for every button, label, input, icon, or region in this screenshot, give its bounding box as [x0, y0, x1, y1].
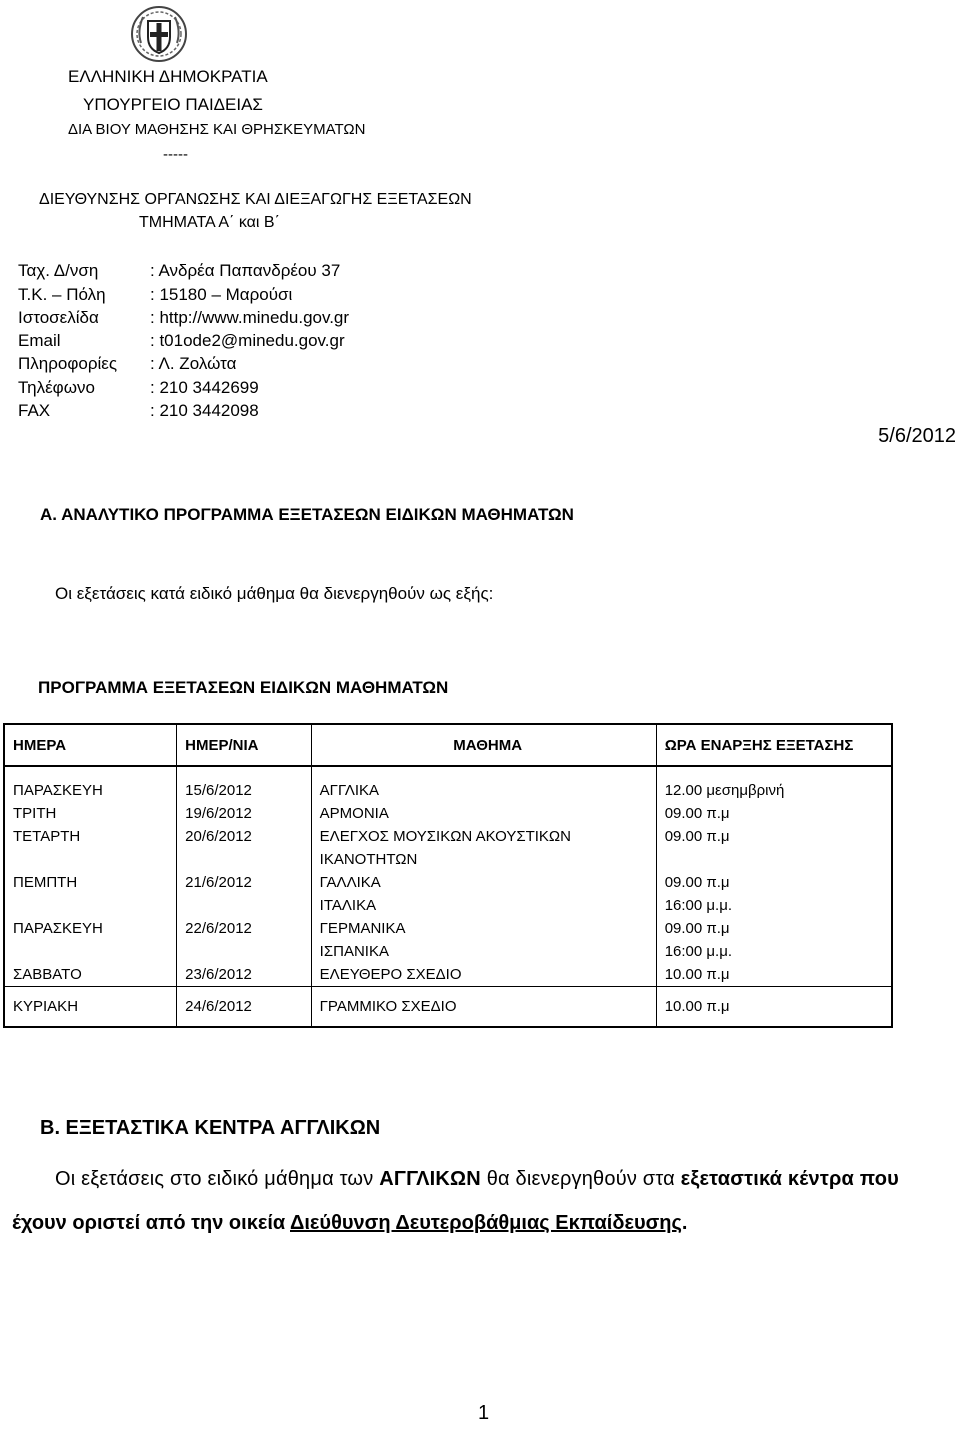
- contact-label: Τηλέφωνο: [18, 378, 95, 397]
- subject-line: ΓΡΑΜΜΙΚΟ ΣΧΕΔΙΟ: [319, 998, 457, 1015]
- section-a-intro: Οι εξετάσεις κατά ειδικό μάθημα θα διενεργηθούν ως εξής:: [55, 584, 494, 603]
- table-header-row: [4, 724, 892, 766]
- subject-cell: [311, 963, 656, 987]
- time-cell: [656, 987, 892, 1028]
- date-cell: 22/6/2012: [177, 917, 312, 963]
- contact-label: Email: [18, 331, 61, 350]
- date-cell: 20/6/2012: [177, 825, 312, 871]
- time-line: 09.00 π.μ: [664, 805, 730, 822]
- contact-value: : 210 3442699: [150, 378, 259, 397]
- time-cell: [656, 871, 892, 917]
- subject-line: ΑΓΓΛΙΚΑ: [319, 782, 380, 799]
- paragraph-bold-text: έχουν οριστεί από την οικεία: [12, 1212, 290, 1234]
- day-cell: ΚΥΡΙΑΚΗ: [4, 987, 177, 1028]
- date-cell: 15/6/2012: [177, 766, 312, 802]
- republic-title: ΕΛΛΗΝΙΚΗ ΔΗΜΟΚΡΑΤΙΑ: [68, 67, 268, 86]
- header-separator: -----: [163, 146, 188, 163]
- day-cell: ΠΕΜΠΤΗ: [4, 871, 177, 917]
- table-row: [4, 766, 892, 802]
- time-line: 09.00 π.μ: [664, 920, 730, 937]
- contact-value: : Λ. Ζολώτα: [150, 354, 237, 373]
- subject-line: ΑΡΜΟΝΙΑ: [319, 805, 389, 822]
- email-link[interactable]: : t01ode2@minedu.gov.gr: [150, 331, 345, 350]
- contact-label: Ταχ. Δ/νση: [18, 261, 99, 280]
- subject-line: ΕΛΕΓΧΟΣ ΜΟΥΣΙΚΩΝ ΑΚΟΥΣΤΙΚΩΝ: [319, 828, 571, 845]
- section-b-title: Β. ΕΞΕΤΑΣΤΙΚΑ ΚΕΝΤΡΑ ΑΓΓΛΙΚΩΝ: [40, 1117, 381, 1139]
- day-cell: ΤΡΙΤΗ: [4, 802, 177, 825]
- table-row: [4, 825, 892, 871]
- day-cell: ΣΑΒΒΑΤΟ: [4, 963, 177, 987]
- table-row: [4, 987, 892, 1028]
- directorate-title: ΔΙΕΥΘΥΝΣΗΣ ΟΡΓΑΝΩΣΗΣ ΚΑΙ ΔΙΕΞΑΓΩΓΗΣ ΕΞΕΤΑΣΕΩΝ: [39, 191, 472, 208]
- page-number: 1: [478, 1402, 490, 1424]
- subject-cell: [311, 987, 656, 1028]
- subject-cell: [311, 871, 656, 917]
- day-cell: ΤΕΤΑΡΤΗ: [4, 825, 177, 871]
- program-title: ΠΡΟΓΡΑΜΜΑ ΕΞΕΤΑΣΕΩΝ ΕΙΔΙΚΩΝ ΜΑΘΗΜΑΤΩΝ: [38, 678, 449, 697]
- section-b-paragraph: [12, 1157, 960, 1245]
- paragraph-period: .: [681, 1212, 688, 1234]
- paragraph-bold-text: εξεταστικά κέντρα που: [680, 1168, 899, 1190]
- subject-line: ΙΚΑΝΟΤΗΤΩΝ: [319, 851, 418, 868]
- date-cell: 24/6/2012: [177, 987, 312, 1028]
- day-cell: ΠΑΡΑΣΚΕΥΗ: [4, 917, 177, 963]
- time-cell: [656, 825, 892, 871]
- document-date: 5/6/2012: [878, 425, 956, 447]
- subject-cell: [311, 802, 656, 825]
- table-row: [4, 963, 892, 987]
- paragraph-underlined-directorate: Διεύθυνση Δευτεροβάθμιας Εκπαίδευσης: [290, 1212, 682, 1234]
- time-line: 16:00 μ.μ.: [664, 897, 733, 914]
- departments-title: ΤΜΗΜΑΤΑ Α΄ και Β΄: [139, 214, 280, 231]
- time-cell: [656, 917, 892, 963]
- paragraph-text: θα διενεργηθούν στα: [480, 1168, 681, 1190]
- exam-schedule-table: [3, 723, 893, 1028]
- date-cell: 19/6/2012: [177, 802, 312, 825]
- paragraph-text: Οι εξετάσεις στο ειδικό μάθημα των: [55, 1168, 380, 1190]
- date-cell: 21/6/2012: [177, 871, 312, 917]
- table-row: [4, 802, 892, 825]
- time-cell: [656, 963, 892, 987]
- section-a-title: Α. ΑΝΑΛΥΤΙΚΟ ΠΡΟΓΡΑΜΜΑ ΕΞΕΤΑΣΕΩΝ ΕΙΔΙΚΩΝ ΜΑΘΗΜΑΤΩΝ: [40, 505, 574, 524]
- subject-line: ΓΕΡΜΑΝΙΚΑ: [319, 920, 406, 937]
- subject-cell: [311, 917, 656, 963]
- column-header-day: ΗΜΕΡΑ: [4, 724, 177, 766]
- contact-value: : Ανδρέα Παπανδρέου 37: [150, 261, 341, 280]
- greek-coat-of-arms-emblem: [129, 3, 189, 63]
- time-line: 10.00 π.μ: [664, 966, 730, 983]
- time-line: 12.00 μεσημβρινή: [664, 782, 785, 799]
- date-cell: 23/6/2012: [177, 963, 312, 987]
- contact-label: FAX: [18, 401, 51, 420]
- column-header-subject: ΜΑΘΗΜΑ: [311, 724, 656, 766]
- day-cell: ΠΑΡΑΣΚΕΥΗ: [4, 766, 177, 802]
- ministry-title: ΥΠΟΥΡΓΕΙΟ ΠΑΙΔΕΙΑΣ: [83, 95, 263, 114]
- time-line: 09.00 π.μ: [664, 874, 730, 891]
- subject-line: ΓΑΛΛΙΚΑ: [319, 874, 381, 891]
- column-header-date: ΗΜΕΡ/ΝΙΑ: [177, 724, 312, 766]
- subject-line: ΙΣΠΑΝΙΚΑ: [319, 943, 389, 960]
- paragraph-bold-subject: ΑΓΓΛΙΚΩΝ: [379, 1168, 481, 1190]
- contact-label: Τ.Κ. – Πόλη: [18, 285, 106, 304]
- website-link[interactable]: : http://www.minedu.gov.gr: [150, 308, 350, 327]
- contact-value: : 15180 – Μαρούσι: [150, 285, 293, 304]
- contact-value: : 210 3442098: [150, 401, 259, 420]
- ministry-subtitle: ΔΙΑ ΒΙΟΥ ΜΑΘΗΣΗΣ ΚΑΙ ΘΡΗΣΚΕΥΜΑΤΩΝ: [68, 121, 366, 138]
- paragraph-line: [12, 1201, 960, 1245]
- time-line: 10.00 π.μ: [664, 998, 730, 1015]
- contact-label: Πληροφορίες: [18, 354, 118, 373]
- time-cell: [656, 766, 892, 802]
- paragraph-line: [12, 1157, 960, 1201]
- contact-label: Ιστοσελίδα: [18, 308, 99, 327]
- subject-line: ΕΛΕΥΘΕΡΟ ΣΧΕΔΙΟ: [319, 966, 462, 983]
- subject-cell: [311, 766, 656, 802]
- column-header-start-time: ΩΡΑ ΕΝΑΡΞΗΣ ΕΞΕΤΑΣΗΣ: [656, 724, 892, 766]
- table-row: [4, 917, 892, 963]
- table-row: [4, 871, 892, 917]
- time-line: 09.00 π.μ: [664, 828, 730, 845]
- subject-line: ΙΤΑΛΙΚΑ: [319, 897, 377, 914]
- time-cell: [656, 802, 892, 825]
- time-line: 16:00 μ.μ.: [664, 943, 733, 960]
- subject-cell: [311, 825, 656, 871]
